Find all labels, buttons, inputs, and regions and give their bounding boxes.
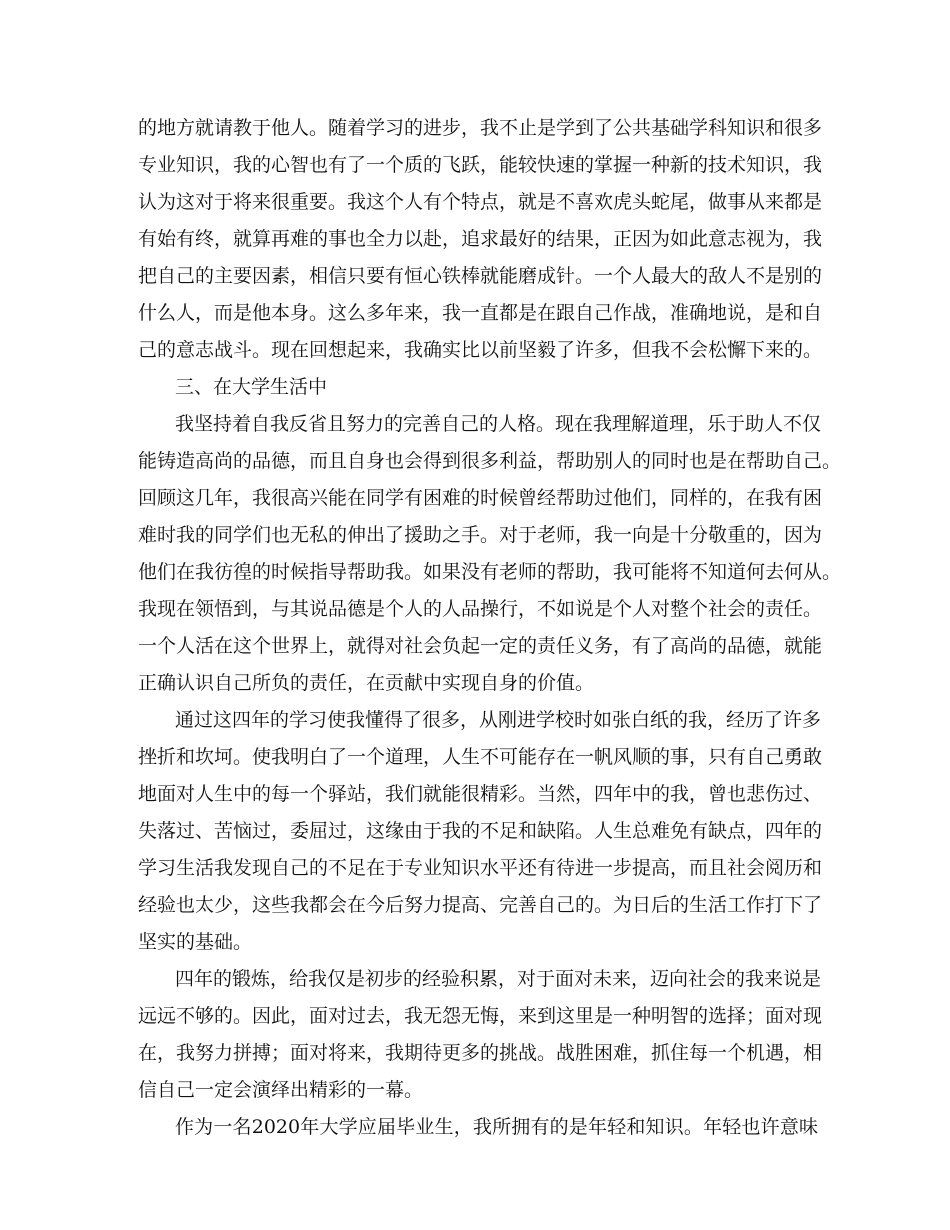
text-line: 在，我努力拼搏；面对将来，我期待更多的挑战。战胜困难，抓住每一个机遇，相 xyxy=(138,1042,823,1064)
text-line: 地面对人生中的每一个驿站，我们就能很精彩。当然，四年中的我，曾也悲伤过、 xyxy=(138,783,823,805)
text-line: 己的意志战斗。现在回想起来，我确实比以前坚毅了许多，但我不会松懈下来的。 xyxy=(138,339,823,361)
section-heading: 三、在大学生活中 xyxy=(175,376,328,398)
text-line: 正确认识自己所负的责任，在贡献中实现自身的价值。 xyxy=(138,672,595,694)
text-line: 信自己一定会演绎出精彩的一幕。 xyxy=(138,1079,424,1101)
text-line: 一个人活在这个世界上，就得对社会负起一定的责任义务，有了高尚的品德，就能 xyxy=(138,635,823,657)
text-line: 回顾这几年，我很高兴能在同学有困难的时候曾经帮助过他们，同样的，在我有困 xyxy=(138,487,823,509)
text-line: 挫折和坎坷。使我明白了一个道理，人生不可能存在一帆风顺的事，只有自己勇敢 xyxy=(138,746,823,768)
text-line: 经验也太少，这些我都会在今后努力提高、完善自己的。为日后的生活工作打下了 xyxy=(138,894,823,916)
text-line: 的地方就请教于他人。随着学习的进步，我不止是学到了公共基础学科知识和很多 xyxy=(138,117,823,139)
text-line: 把自己的主要因素，相信只要有恒心铁棒就能磨成针。一个人最大的敌人不是别的 xyxy=(138,265,823,287)
text-line: 远远不够的。因此，面对过去，我无怨无悔，来到这里是一种明智的选择；面对现 xyxy=(138,1005,823,1027)
text-line: 能铸造高尚的品德，而且自身也会得到很多利益，帮助别人的同时也是在帮助自己。 xyxy=(138,450,842,472)
text-line: 四年的锻炼，给我仅是初步的经验积累，对于面对未来，迈向社会的我来说是 xyxy=(175,968,822,990)
text-line: 专业知识，我的心智也有了一个质的飞跃，能较快速的掌握一种新的技术知识，我 xyxy=(138,154,823,176)
text-line: 什么人，而是他本身。这么多年来，我一直都是在跟自己作战，准确地说，是和自 xyxy=(138,302,823,324)
text-line: 他们在我彷徨的时候指导帮助我。如果没有老师的帮助，我可能将不知道何去何从。 xyxy=(138,561,842,583)
text-line: 学习生活我发现自己的不足在于专业知识水平还有待进一步提高，而且社会阅历和 xyxy=(138,857,823,879)
text-line: 作为一名2020年大学应届毕业生，我所拥有的是年轻和知识。年轻也许意味 xyxy=(175,1116,818,1138)
text-line: 难时我的同学们也无私的伸出了援助之手。对于老师，我一向是十分敬重的，因为 xyxy=(138,524,823,546)
text-line: 有始有终，就算再难的事也全力以赴，追求最好的结果，正因为如此意志视为，我 xyxy=(138,228,823,250)
text-line: 通过这四年的学习使我懂得了很多，从刚进学校时如张白纸的我，经历了许多 xyxy=(175,709,822,731)
text-line: 失落过、苦恼过，委屈过，这缘由于我的不足和缺陷。人生总难免有缺点，四年的 xyxy=(138,820,823,842)
text-line: 坚实的基础。 xyxy=(138,931,253,953)
text-line: 认为这对于将来很重要。我这个人有个特点，就是不喜欢虎头蛇尾，做事从来都是 xyxy=(138,191,823,213)
text-line: 我现在领悟到，与其说品德是个人的人品操行，不如说是个人对整个社会的责任。 xyxy=(138,598,823,620)
text-line: 我坚持着自我反省且努力的完善自己的人格。现在我理解道理，乐于助人不仅 xyxy=(175,413,822,435)
